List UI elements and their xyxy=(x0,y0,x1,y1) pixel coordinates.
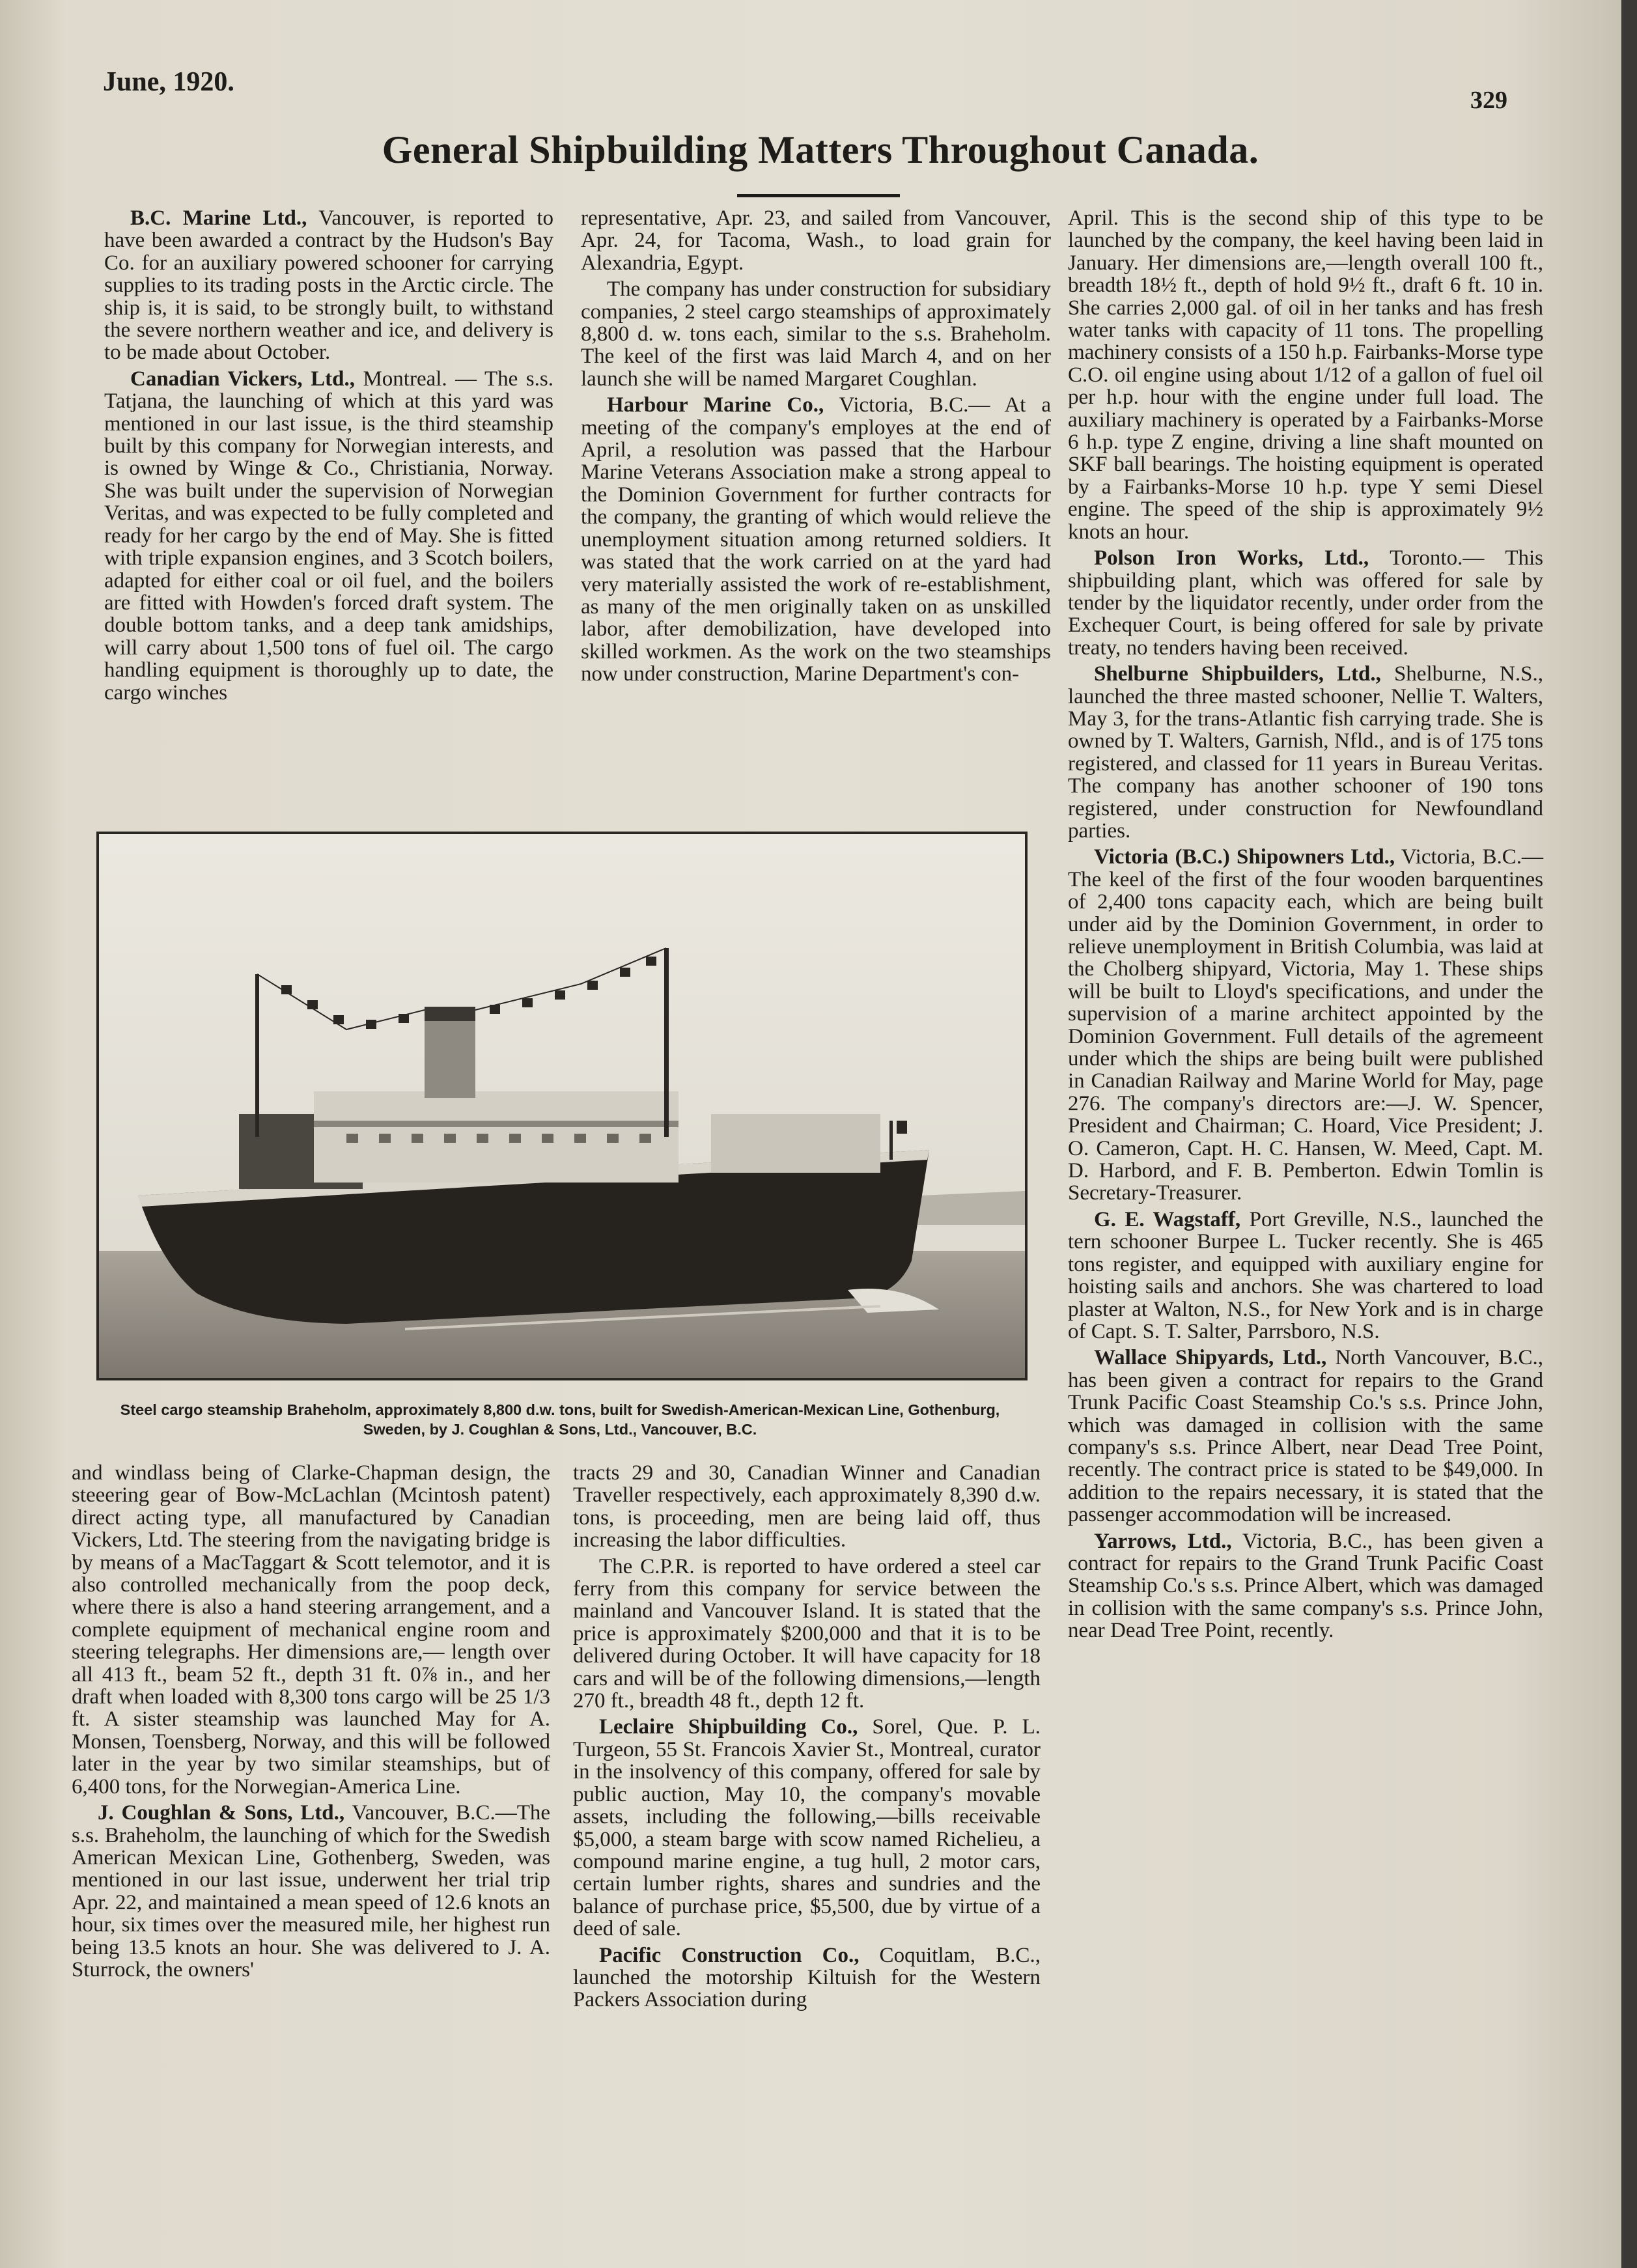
paragraph-wallace xyxy=(1068,1347,1543,1526)
page-number: 329 xyxy=(1470,87,1507,114)
paragraph-coughlan xyxy=(72,1802,550,1981)
company-name: B.C. Marine Ltd., xyxy=(130,206,307,230)
jack-staff xyxy=(889,1121,893,1160)
paragraph-text: Port Greville, N.S., launched the tern schooner Burpee L. Tucker recently. She is 465 tons register, and equipped with auxiliary engine for hoisting sails and anchors. She was chartered to load plaster at Walton, N.S., for New York and is in charge of Capt. S. T. Salter, Parrsboro, N.S. xyxy=(1068,1207,1543,1343)
paragraph-pacific-construction xyxy=(573,1944,1041,2011)
company-name: Canadian Vickers, Ltd., xyxy=(130,367,355,391)
company-name: J. Coughlan & Sons, Ltd., xyxy=(98,1801,345,1825)
running-date: June, 1920. xyxy=(103,67,234,97)
aft-mast xyxy=(255,974,259,1137)
paragraph-text: Victoria, B.C.— At a meeting of the company's employes at the end of April, a resolution was passed that the Harbour Marine Veterans Association make a strong appeal to the Dominion Government for further contracts for the company, the granting of which would relieve the unemployment situation among returned soldiers. It was stated that the work carried on at the yard had very materially assisted the work of re-establishment, as many of the men originally taken on as unskilled labor, after demobilization, have developed into skilled workmen. As the work on the two steamships now under construction, Marine Department's con- xyxy=(581,393,1051,686)
paragraph-text: Vancouver, is reported to have been awarded a contract by the Hudson's Bay Co. for an auxiliary powered schooner for carrying supplies to its trading posts in the Arctic circle. The ship is, it is said, to be strongly built, to withstand the severe northern weather and ice, and delivery is to be made about October. xyxy=(104,206,553,365)
company-name: Victoria (B.C.) Shipowners Ltd., xyxy=(1094,845,1395,869)
paragraph-text: Victoria, B.C., has been given a contract for repairs to the Grand Trunk Pacific Coast Steamship Co.'s s.s. Prince Albert, which was damaged in collision with the same company's s.s. Prince John, near Dead Tree Point, recently. xyxy=(1068,1529,1544,1643)
title-rule xyxy=(737,194,900,197)
paragraph-text: Sorel, Que. P. L. Turgeon, 55 St. Francois Xavier St., Montreal, curator in the insolvency of this company, offered for sale by public auction, May 10, the company's movable assets, including the following,—bills receivable $5,000, a steam barge with scow named Richelieu, a compound marine engine, a tug hull, 2 motor cars, certain lumber rights, shares and sundries and the balance of purchase price, $5,500, due by virtue of a deed of sale. xyxy=(573,1715,1041,1941)
company-name: Shelburne Shipbuilders, Ltd., xyxy=(1094,662,1381,686)
company-name: Yarrows, Ltd., xyxy=(1094,1529,1232,1553)
column-1-top xyxy=(104,207,553,708)
midship-house xyxy=(314,1091,679,1183)
article-title: General Shipbuilding Matters Throughout Canada. xyxy=(382,128,1259,171)
paragraph-text: Vancouver, B.C.—The s.s. Braheholm, the launching of which for the Swedish American Mexican Line, Gothenberg, Sweden, was mentioned in our last issue, underwent her trial trip Apr. 22, and maintained a mean speed of 12.6 knots an hour, six times over the measured mile, her highest run being 13.5 knots an hour. She was delivered to J. A. Sturrock, the owners' xyxy=(72,1801,550,1981)
paragraph-continued: April. This is the second ship of this type to be launched by the company, the keel having been laid in January. Her dimensions are,—length overall 100 ft., breadth 18½ ft., depth of hold 9½ ft., draft 6 ft. 10 in. She carries 2,000 gal. of oil in her tanks and has fresh water tanks with capacity of 11 tons. The propelling machinery consists of a 150 h.p. Fairbanks-Morse type C.O. oil engine using about 1/12 of a gallon of fuel oil per h.p. hour with the engine under full load. The auxiliary machinery is operated by a Fairbanks-Morse 6 h.p. type Z engine, driving a line shaft mounted on SKF ball bearings. The hoisting equipment is operated by a Fairbanks-Morse 10 h.p. type Y semi Diesel engine. The speed of the ship is approximately 9½ knots an hour. xyxy=(1068,206,1543,544)
paragraph-shelburne xyxy=(1068,663,1543,842)
company-name: Polson Iron Works, Ltd., xyxy=(1094,546,1369,570)
paragraph-text: Victoria, B.C.—The keel of the first of the four wooden barquentines of 2,400 tons capacity each, which are being built under aid by the Dominion Government, in order to relieve unemployment in British Columbia, was laid at the Cholberg shipyard, Victoria, May 1. These ships will be built to Lloyd's specifications, and under the supervision of a marine architect appointed by the Dominion Government. Full details of the agremeent under which the ships are being built were published in Canadian Railway and Marine World for May, page 276. The company's directors are:—J. W. Spencer, President and Chairman; C. Hoard, Vice President; J. O. Cameron, Capt. H. C. Hansen, W. Meed, Capt. M. D. Harbord, and F. B. Pemberton. Edwin Tomlin is Secretary-Treasurer. xyxy=(1068,845,1543,1205)
paragraph-car-ferry: The C.P.R. is reported to have ordered a steel car ferry from this company for service between the mainland and Vancouver Island. It is stated that the price is approximately $200,000 and that it is to be delivered during October. It will have capacity for 18 cars and will be of the following dimensions,—length 270 ft., breadth 48 ft., depth 12 ft. xyxy=(573,1554,1041,1713)
column-1-bottom xyxy=(72,1462,550,1985)
column-2-bottom xyxy=(573,1462,1041,2015)
company-name: Harbour Marine Co., xyxy=(607,393,824,417)
paragraph-victoria-shipowners xyxy=(1068,846,1543,1205)
paragraph-text: Shelburne, N.S., launched the three masted schooner, Nellie T. Walters, May 3, for the trans-Atlantic fish carrying trade. She is owned by T. Walters, Garnish, Nfld., and is of 175 tons registered, and classed for 11 years in Bureau Veritas. The company has another schooner of 190 tons registered, under construction for Newfoundland parties. xyxy=(1068,662,1543,843)
paragraph-coughlan-construction: The company has under construction for subsidiary companies, 2 steel cargo steamships of approximately 8,800 d. w. tons each, similar to the s.s. Braheholm. The keel of the first was laid March 4, and on her launch she will be named Margaret Coughlan. xyxy=(581,277,1051,391)
company-name: G. E. Wagstaff, xyxy=(1094,1207,1241,1231)
photo-caption: Steel cargo steamship Braheholm, approximately 8,800 d.w. tons, built for Swedish-American-Mexican Line, Gothenburg, Sweden, by J. Coughlan & Sons, Ltd., Vancouver, B.C. xyxy=(120,1401,1000,1438)
paragraph-text: Coquitlam, B.C., launched the motorship Kiltuish for the Western Packers Association during xyxy=(573,1943,1041,2012)
paragraph-text: North Vancouver, B.C., has been given a contract for repairs to the Grand Trunk Pacific Coast Steamship Co.'s s.s. Prince John, which was damaged in collision with the same company's s.s. Prince Albert, near Dead Tree Point, recently. The contract price is stated to be $49,000. In addition to the repairs necessary, it is stated that the passenger accommodation will be increased. xyxy=(1068,1346,1543,1527)
paragraph-harbour-marine xyxy=(581,394,1051,685)
paragraph-continued: and windlass being of Clarke-Chapman design, the steeering gear of Bow-McLachlan (Mcintosh patent) direct acting type, all manufactured by Canadian Vickers, Ltd. The steering from the navigating bridge is by means of a MacTaggart & Scott telemotor, and it is also controlled mechanically from the poop deck, where there is also a hand steering arrangement, and a complete equipment of mechanical engine room and steering telegraphs. Her dimensions are,— length over all 413 ft., beam 52 ft., depth 31 ft. 0⅞ in., and her draft when loaded with 8,300 tons cargo will be 25 1/3 ft. A sister steamship was launched May for A. Monsen, Toensberg, Norway, and this will be followed later in the year by two similar steamships, but of 6,400 tons, for the Norwegian-America Line. xyxy=(72,1461,550,1799)
paragraph-wagstaff xyxy=(1068,1209,1543,1343)
paragraph-bc-marine xyxy=(104,207,553,364)
column-3 xyxy=(1068,207,1543,1646)
company-name: Leclaire Shipbuilding Co., xyxy=(599,1715,858,1739)
paragraph-continued: tracts 29 and 30, Canadian Winner and Canadian Traveller respectively, each approximately 8,390 d.w. tons, is proceeding, men are being laid off, thus increasing the labor difficulties. xyxy=(573,1461,1041,1552)
paragraph-polson xyxy=(1068,547,1543,659)
column-2-top xyxy=(581,207,1051,690)
fore-mast xyxy=(664,948,669,1137)
company-name: Pacific Construction Co., xyxy=(599,1943,860,1967)
binding-edge xyxy=(1621,0,1637,2268)
paragraph-yarrows xyxy=(1068,1530,1543,1642)
company-name: Wallace Shipyards, Ltd., xyxy=(1094,1346,1327,1370)
paragraph-text: Toronto.— This shipbuilding plant, which was offered for sale by tender by the liquidator recently, under order from the Exchequer Court, is being offered for sale by private treaty, no tenders having been received. xyxy=(1068,546,1543,660)
ship-photograph xyxy=(96,832,1028,1380)
paragraph-canadian-vickers xyxy=(104,368,553,704)
steamship-illustration xyxy=(99,834,1025,1378)
paragraph-continued: representative, Apr. 23, and sailed from Vancouver, Apr. 24, for Tacoma, Wash., to load grain for Alexandria, Egypt. xyxy=(581,206,1051,275)
paragraph-text: Montreal. — The s.s. Tatjana, the launching of which at this yard was mentioned in our last issue, is the third steamship built by this company for Norwegian interests, and is owned by Winge & Co., Christiania, Norway. She was built under the supervision of Norwegian Veritas, and was expected to be fully completed and ready for her cargo by the end of May. She is fitted with triple expansion engines, and 3 Scotch boilers, adapted for either coal or oil fuel, and the boilers are fitted with Howden's forced draft system. The double bottom tanks, and a deep tank amidships, will carry about 1,500 tons of fuel oil. The cargo handling equipment is thoroughly up to date, the cargo winches xyxy=(104,367,553,705)
paragraph-leclaire xyxy=(573,1716,1041,1940)
forecastle xyxy=(711,1114,880,1173)
